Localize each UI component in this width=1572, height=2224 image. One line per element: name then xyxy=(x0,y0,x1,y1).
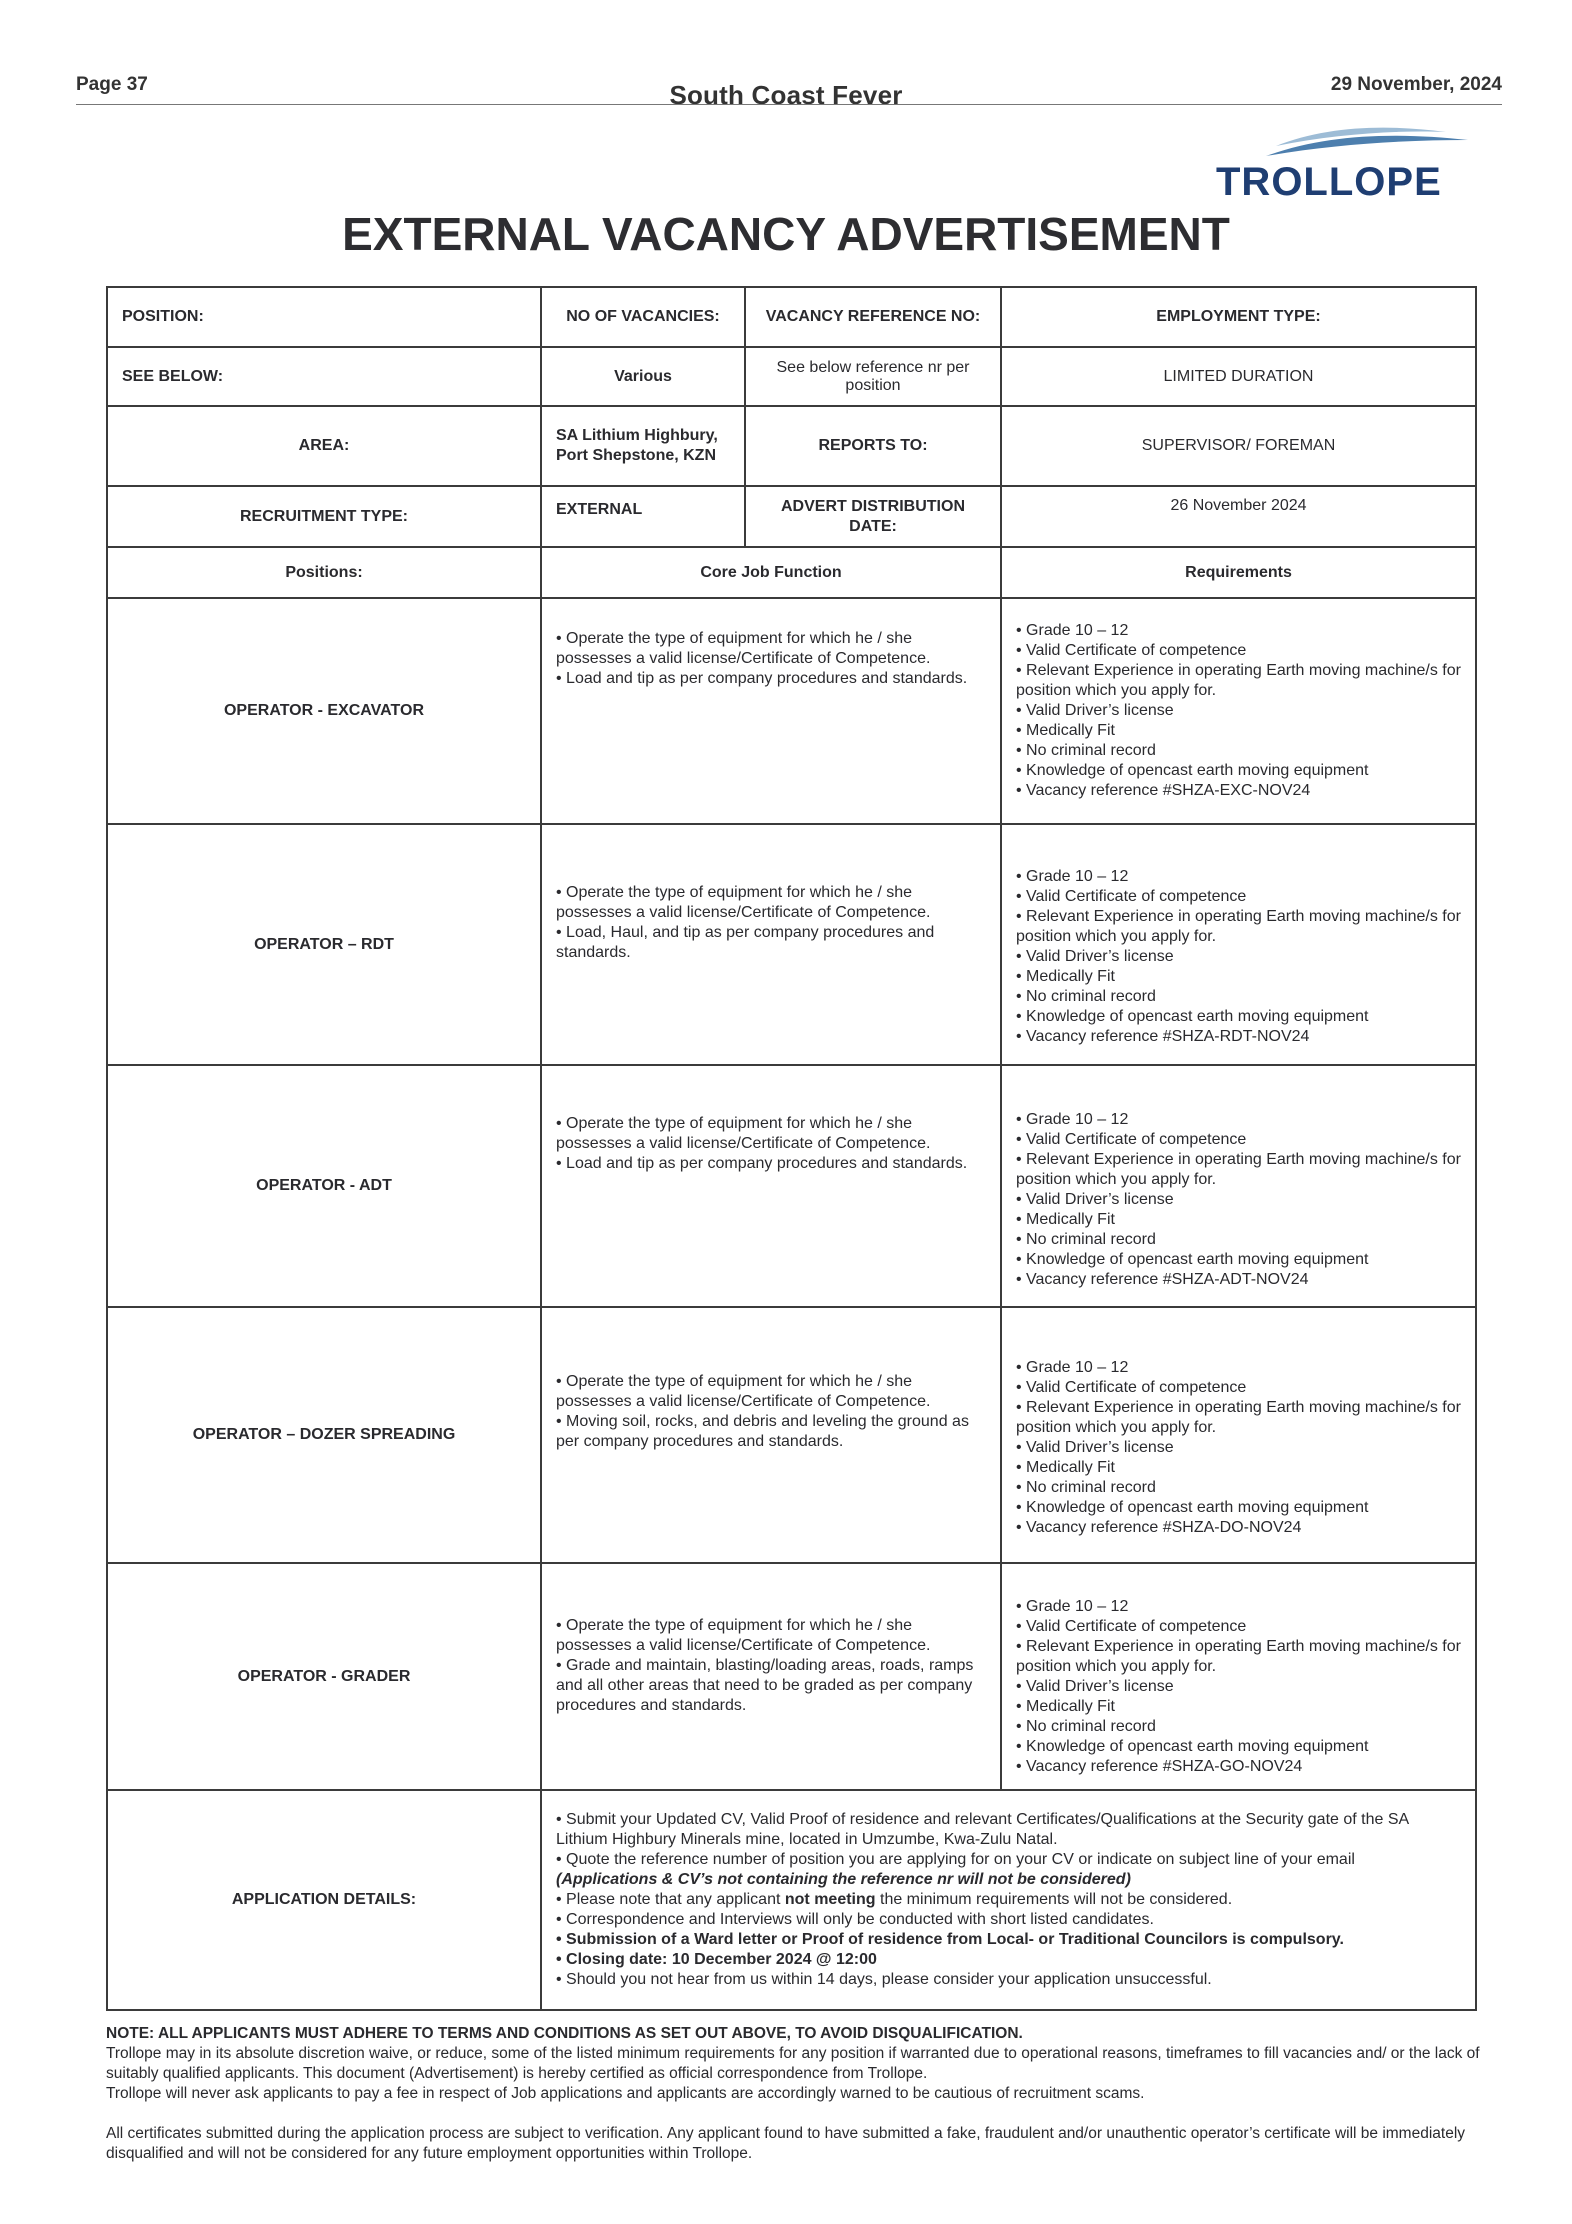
reference-label: VACANCY REFERENCE NO: xyxy=(745,287,1001,347)
positions-column-header: Positions: xyxy=(107,547,541,598)
requirements-list xyxy=(1001,1307,1476,1563)
function-item: • Operate the type of equipment for which he / she possesses a valid license/Certificate of Competence. xyxy=(556,1115,931,1152)
requirement-item: • Relevant Experience in operating Earth moving machine/s for position which you apply for. xyxy=(1016,1637,1466,1675)
position-row xyxy=(107,824,1476,1065)
application-line: • Submit your Updated CV, Valid Proof of residence and relevant Certificates/Qualifications at the Security gate of the SA Lithium Highbury Minerals mine, located in Umzumbe, Kwa-Zulu Natal. xyxy=(556,1811,1409,1848)
area-value: SA Lithium Highbury, Port Shepstone, KZN xyxy=(541,406,745,486)
requirement-item: • Knowledge of opencast earth moving equipment xyxy=(1016,762,1369,779)
area-row xyxy=(107,406,1476,486)
position-title: OPERATOR - EXCAVATOR xyxy=(107,598,541,824)
page-title: EXTERNAL VACANCY ADVERTISEMENT xyxy=(342,208,1230,260)
requirement-item: • Valid Certificate of competence xyxy=(1016,1379,1247,1396)
disclaimer-note xyxy=(106,2024,1506,2164)
columns-header-row xyxy=(107,547,1476,598)
requirement-item: • Grade 10 – 12 xyxy=(1016,1359,1129,1376)
requirement-item: • Valid Driver’s license xyxy=(1016,1677,1174,1695)
recruitment-row xyxy=(107,486,1476,547)
application-line xyxy=(556,1890,1461,1910)
job-function xyxy=(541,1065,1001,1307)
recruitment-type-value: EXTERNAL xyxy=(541,486,745,547)
application-row xyxy=(107,1790,1476,2010)
application-text: • Please note that any applicant xyxy=(556,1891,785,1908)
function-column-header: Core Job Function xyxy=(541,547,1001,598)
requirement-item: • Valid Driver’s license xyxy=(1016,947,1174,965)
requirement-item: • Grade 10 – 12 xyxy=(1016,867,1129,885)
application-compulsory: • Submission of a Ward letter or Proof of residence from Local- or Traditional Councilors is compulsory. xyxy=(556,1931,1344,1948)
area-label: AREA: xyxy=(107,406,541,486)
requirements-list xyxy=(1001,1563,1476,1790)
position-title: OPERATOR – RDT xyxy=(107,824,541,1065)
position-title: OPERATOR - GRADER xyxy=(107,1563,541,1790)
employment-type-label: EMPLOYMENT TYPE: xyxy=(1001,287,1476,347)
function-item: • Moving soil, rocks, and debris and leveling the ground as per company procedures and standards. xyxy=(556,1413,969,1450)
requirement-item: • No criminal record xyxy=(1016,987,1156,1005)
requirement-item: • Knowledge of opencast earth moving equipment xyxy=(1016,1007,1369,1025)
logo-swoosh-icon xyxy=(1216,118,1468,158)
requirement-item: • Grade 10 – 12 xyxy=(1016,622,1129,639)
position-row xyxy=(107,1307,1476,1563)
position-row xyxy=(107,598,1476,824)
requirements-list xyxy=(1001,824,1476,1065)
note-paragraph: Trollope may in its absolute discretion waive, or reduce, some of the listed minimum requirements for any position if warranted due to operational reasons, timeframes to fill vacancies and/ or the lack of suitably qualified applicants. This document (Advertisement) is hereby certified as official correspondence from Trollope. xyxy=(106,2045,1480,2082)
function-item: • Operate the type of equipment for which he / she possesses a valid license/Certificate of Competence. xyxy=(556,1373,931,1410)
newspaper-title: South Coast Fever xyxy=(669,80,903,110)
distribution-date-value: 26 November 2024 xyxy=(1001,486,1476,547)
closing-date: • Closing date: 10 December 2024 @ 12:00 xyxy=(556,1951,877,1968)
application-line: • Quote the reference number of position you are applying for on your CV or indicate on subject line of your email xyxy=(556,1851,1355,1868)
issue-date: 29 November, 2024 xyxy=(1330,74,1502,95)
requirement-item: • Vacancy reference #SHZA-RDT-NOV24 xyxy=(1016,1027,1310,1045)
requirement-item: • No criminal record xyxy=(1016,1479,1156,1496)
requirement-item: • No criminal record xyxy=(1016,1717,1156,1735)
requirement-item: • Knowledge of opencast earth moving equipment xyxy=(1016,1499,1369,1516)
requirement-item: • Vacancy reference #SHZA-DO-NOV24 xyxy=(1016,1519,1302,1536)
requirements-column-header: Requirements xyxy=(1001,547,1476,598)
application-details xyxy=(541,1790,1476,2010)
vacancy-table xyxy=(106,286,1477,2011)
job-function xyxy=(541,824,1001,1065)
distribution-date-label: ADVERT DISTRIBUTION DATE: xyxy=(745,486,1001,547)
trollope-logo xyxy=(1216,118,1468,204)
requirement-item: • Medically Fit xyxy=(1016,1459,1115,1476)
application-details-label: APPLICATION DETAILS: xyxy=(107,1790,541,2010)
requirement-item: • Vacancy reference #SHZA-ADT-NOV24 xyxy=(1016,1271,1309,1288)
logo-wordmark: TROLLOPE xyxy=(1216,160,1442,204)
requirement-item: • Knowledge of opencast earth moving equipment xyxy=(1016,1251,1369,1268)
job-function xyxy=(541,598,1001,824)
reference-value: See below reference nr per position xyxy=(745,347,1001,406)
application-text: the minimum requirements will not be considered. xyxy=(875,1891,1233,1908)
requirement-item: • Valid Certificate of competence xyxy=(1016,642,1247,659)
job-function xyxy=(541,1307,1001,1563)
page-number: Page 37 xyxy=(76,74,148,95)
position-title: OPERATOR – DOZER SPREADING xyxy=(107,1307,541,1563)
job-function xyxy=(541,1563,1001,1790)
note-heading: NOTE: ALL APPLICANTS MUST ADHERE TO TERMS AND CONDITIONS AS SET OUT ABOVE, TO AVOID DISQUALIFICATION. xyxy=(106,2025,1023,2042)
requirement-item: • Grade 10 – 12 xyxy=(1016,1111,1129,1128)
requirement-item: • Relevant Experience in operating Earth moving machine/s for position which you apply for. xyxy=(1016,1151,1466,1188)
requirement-item: • Relevant Experience in operating Earth moving machine/s for position which you apply for. xyxy=(1016,907,1466,945)
requirement-item: • Valid Driver’s license xyxy=(1016,1439,1174,1456)
application-line: • Correspondence and Interviews will only be conducted with short listed candidates. xyxy=(556,1911,1154,1928)
requirement-item: • No criminal record xyxy=(1016,1231,1156,1248)
requirement-item: • Valid Driver’s license xyxy=(1016,702,1174,719)
function-item: • Load, Haul, and tip as per company procedures and standards. xyxy=(556,924,935,961)
header-divider xyxy=(76,104,1502,105)
position-row xyxy=(107,1065,1476,1307)
requirement-item: • Medically Fit xyxy=(1016,1697,1115,1715)
vacancies-label: NO OF VACANCIES: xyxy=(541,287,745,347)
function-item: • Grade and maintain, blasting/loading areas, roads, ramps and all other areas that need to be graded as per company procedures and standards. xyxy=(556,1657,974,1714)
requirements-list xyxy=(1001,598,1476,824)
requirement-item: • Medically Fit xyxy=(1016,722,1115,739)
requirement-item: • Relevant Experience in operating Earth moving machine/s for position which you apply for. xyxy=(1016,1399,1466,1436)
requirement-item: • Valid Certificate of competence xyxy=(1016,1131,1247,1148)
requirement-item: • Valid Driver’s license xyxy=(1016,1191,1174,1208)
recruitment-type-label: RECRUITMENT TYPE: xyxy=(107,486,541,547)
reports-to-label: REPORTS TO: xyxy=(745,406,1001,486)
requirement-item: • Medically Fit xyxy=(1016,1211,1115,1228)
requirement-item: • Valid Certificate of competence xyxy=(1016,1617,1247,1635)
requirement-item: • Knowledge of opencast earth moving equipment xyxy=(1016,1737,1369,1755)
requirement-item: • No criminal record xyxy=(1016,742,1156,759)
requirement-item: • Medically Fit xyxy=(1016,967,1115,985)
application-line: • Should you not hear from us within 14 days, please consider your application unsuccessful. xyxy=(556,1971,1212,1988)
requirements-list xyxy=(1001,1065,1476,1307)
requirement-item: • Grade 10 – 12 xyxy=(1016,1597,1129,1615)
requirement-item: • Vacancy reference #SHZA-EXC-NOV24 xyxy=(1016,782,1311,799)
position-title: OPERATOR - ADT xyxy=(107,1065,541,1307)
requirement-item: • Valid Certificate of competence xyxy=(1016,887,1247,905)
requirement-item: • Relevant Experience in operating Earth moving machine/s for position which you apply for. xyxy=(1016,662,1466,699)
position-value: SEE BELOW: xyxy=(107,347,541,406)
vacancies-value: Various xyxy=(541,347,745,406)
note-paragraph: Trollope will never ask applicants to pay a fee in respect of Job applications and applicants are accordingly warned to be cautious of recruitment scams. xyxy=(106,2085,1145,2102)
function-item: • Operate the type of equipment for which he / she possesses a valid license/Certificate of Competence. xyxy=(556,630,931,667)
note-paragraph: All certificates submitted during the application process are subject to verification. Any applicant found to have submitted a fake, fraudulent and/or unauthentic operator’s certificate will be immediately disqualified and will not be considered for any future employment opportunities within Trollope. xyxy=(106,2125,1466,2162)
reports-to-value: SUPERVISOR/ FOREMAN xyxy=(1001,406,1476,486)
info-header-row xyxy=(107,287,1476,347)
position-label: POSITION: xyxy=(107,287,541,347)
info-values-row xyxy=(107,347,1476,406)
employment-type-value: LIMITED DURATION xyxy=(1001,347,1476,406)
function-item: • Load and tip as per company procedures and standards. xyxy=(556,1155,968,1172)
requirement-item: • Vacancy reference #SHZA-GO-NOV24 xyxy=(1016,1757,1303,1775)
function-item: • Operate the type of equipment for which he / she possesses a valid license/Certificate of Competence. xyxy=(556,884,931,921)
function-item: • Load and tip as per company procedures and standards. xyxy=(556,670,968,687)
application-warning: (Applications & CV’s not containing the reference nr will not be considered) xyxy=(556,1871,1131,1888)
function-item: • Operate the type of equipment for which he / she possesses a valid license/Certificate of Competence. xyxy=(556,1617,931,1654)
application-emphasis: not meeting xyxy=(784,1891,876,1908)
position-row xyxy=(107,1563,1476,1790)
